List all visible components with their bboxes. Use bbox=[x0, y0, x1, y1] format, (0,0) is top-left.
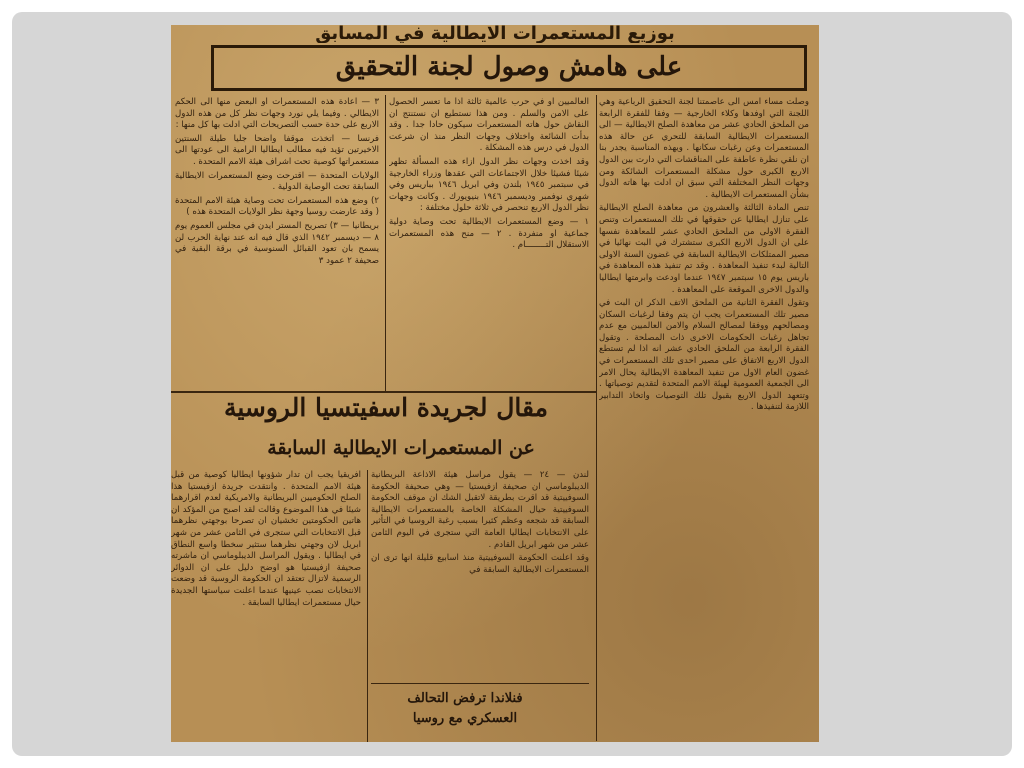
paragraph: الولايات المتحدة — اقترحت وضع المستعمرات الايطالية السابقة تحت الوصاية الدولية . bbox=[175, 170, 379, 193]
paragraph: لندن — ٢٤ — يقول مراسل هيئة الاذاعة البريطانية الديبلوماسي ان صحيفة ازفيستيا — وهي صحيفة الحكومة السوفييتية قد اقرت بطريقة لاتقبل الشك ان موقف الحكومة السوفييتية حيال المشكلة الخاصة بالمستعمرات الايطالية السابقة قد شجعه وعظم كثيرا بسبب رغبة الروسيا في التأثير على الانتخابات ايطاليا العامة التي ستجرى في اليوم الثامن عشر من شهر ابريل القادم . bbox=[371, 470, 589, 550]
newspaper-clipping bbox=[171, 25, 819, 742]
paragraph: وصلت مساء امس الى عاصمتنا لجنة التحقيق الرباعية وهي اللجنة التي اوفدها وكلاء الخارجية — وفقا للفقرة الرابعة من الملحق الحادي عشر من معاهدة الصلح الايطالية — الى المستعمرات الايطالية السابقة للتحري عن حالة هذه المستعمرات وعن رغبات سكانها . ويهذه المناسبة يجدر بنا ان نلقي نظرة عاطفة على المناقشات التي دارت بين الدول الاربع الكبرى حول مشكلة المستعمرات الشائكة ومن وجهات النظر المختلفة التي سبق ان ادلت بها هاته الدول بشأن المستعمرات الايطالية . bbox=[599, 97, 809, 200]
paragraph: العالميين او في حرب عالمية ثالثة اذا ما تعسر الحصول على الامن والسلم . ومن هذا نستطيع ان نستنتج ان النقاش حول هاته المستعمرات سيكون حادا جدا . وقد بدأت الشائعة واختلاف وجهات النظر منذ ان شرعت الدول في درس هذه المشكلة . bbox=[389, 97, 589, 154]
paragraph: ٢) وضع هذه المستعمرات تحت وصاية هيئة الامم المتحدة ( وقد عارضت روسيا وجهة نظر الولايات المتحدة هذه ) bbox=[175, 195, 379, 218]
paragraph: ١ — وضع المستعمرات الايطالية تحت وصاية دولية جماعية او منفردة . ٢ — منح هذه المستعمرات الاستقلال التــــــــام . bbox=[389, 216, 589, 251]
subhead-finland-line1: فنلاندا ترفض التحالف bbox=[407, 691, 523, 706]
column-right-top bbox=[599, 97, 809, 742]
headline-box bbox=[211, 45, 807, 91]
paragraph: بريطانيا — ٣) تصريح المستر ايدن في مجلس العموم يوم ٨ — ديسمبر ١٩٤٢ الذي قال فيه انه عند نهاية الحرب لن يسمح بان تعود القبائل السنوسية في برقة البقية في صحيفة ٢ عمود ٣ bbox=[175, 220, 379, 266]
page-top-strip: بوزيع المستعمرات الايطالية في المسابق bbox=[315, 25, 675, 43]
paragraph: افريقيا يجب ان تدار شؤونها ايطاليا كوصية من قبل هيئة الامم المتحدة . وانتقدت جريدة ازفيستيا هذا الصلح الحكوميين البريطانية والامريكية لعدم اقرارهما شيئا في هذا الموضوع وقالت لقد اصبح من المؤكد ان هاتين الحكومتين تخشيان ان تصرحا بوجهتي نظرهما قبل الانتخابات التي ستجرى في الثامن عشر من شهر ابريل لان وجهتي نظرهما ستثير سخطا واسع النطاق في ايطاليا . ويقول المراسل الديبلوماسي ان ماشرته صحيفة ازفيستيا هو اوضح دليل على ان الدوائر الرسمية لاتزال تعتقد ان الحكومة الروسية قد وضعت الانتخابات نصب عينيها عندما اعلنت سياستها الجديدة حيال مستعمرات ايطاليا السابقة . bbox=[171, 470, 361, 608]
subhead-finland-line2: العسكري مع روسيا bbox=[412, 711, 518, 726]
column-left-top bbox=[175, 97, 379, 392]
column-middle-top bbox=[389, 97, 589, 392]
column-left-bottom bbox=[171, 470, 361, 742]
paragraph: فرنسا — اتخذت موقفا واضحا جليا طيلة السنتين الاخيرتين تؤيد فيه مطالب ايطاليا الرامية الى عودتها الى مستعمراتها كوصية تحت اشراف هيئة الامم المتحدة . bbox=[175, 133, 379, 167]
headline-article2: مقال لجريدة اسفيتسيا الروسية bbox=[223, 393, 549, 422]
subhead-finland bbox=[361, 689, 569, 741]
subhead-divider bbox=[371, 683, 589, 684]
paragraph: وقد اخذت وجهات نظر الدول ازاء هذه المسألة تظهر شيئا فشيئا خلال الاجتماعات التي عقدها وزراء الخارجية في سبتمبر ١٩٤٥ بلندن وفي ابريل ١٩٤٦ بباريس وفي شهري نوفمبر وديسمبر ١٩٤٦ بنيويورك . وكانت وجهات نظر الدول الاربع تنحصر في ثلاثة حلول مختلفة : bbox=[389, 156, 589, 214]
column-divider bbox=[385, 95, 386, 391]
paragraph: وتقول الفقرة الثانية من الملحق الاتف الذكر ان البت في مصير تلك المستعمرات يجب ان يتم وفقا لرغبات السكان ومصالحهم ووفقا لمصالح السلام والامن العالميين مع عدم تجاهل رغبات الحكومات الاخرى ذات المصلحة . وتقول الفقرة الرابعة من الملحق الحادي عشر انه اذا لم تستطع الدول الاربع الاتفاق على مصير احدى تلك المستعمرات في غضون العام الاول من تنفيذ المعاهدة الايطالية يحال الامر الى الجمعية العمومية لهيئة الامم المتحدة لتقديم توصياتها . وتتعهد الدول الاربع بقبول تلك التوصيات واتخاذ التدابير اللازمة لتنفيذها . bbox=[599, 298, 809, 413]
headline-main: على هامش وصول لجنة التحقيق bbox=[335, 52, 683, 82]
paragraph: تنص المادة الثالثة والعشرون من معاهدة الصلح الايطالية على تنازل ايطاليا عن حقوقها في تلك المستعمرات وتنص الفقرة الاولى من الملحق الحادي عشر للمعاهدة نفسها على ان الدول الاربع الكبرى ستشترك في البت نهائيا في مصير الممتلكات الايطالية السابقة في غضون السنة الاولى التالية لبدء تنفيذ المعاهدة . وقد تم تنفيذ هذه المعاهدة في باريس يوم ١٥ سبتمبر ١٩٤٧ عندما اودعت وابرمتها ايطاليا والدول الاخرى الموقعة على المعاهدة . bbox=[599, 203, 809, 295]
column-middle-bottom bbox=[371, 470, 589, 678]
paragraph: وقد اعلنت الحكومة السوفييتية منذ اسابيع قليلة انها ترى ان المستعمرات الايطالية السابقة في bbox=[371, 553, 589, 575]
paragraph: ٣ — اعادة هذه المستعمرات او البعض منها الى الحكم الايطالي . وفيما يلي نورد وجهات نظر كل من هذه الدول الاربع على حدة حسب التصريحات التي ادلت بها كل منها : bbox=[175, 97, 379, 131]
headline-article2-sub: عن المستعمرات الايطالية السابقة bbox=[267, 437, 535, 459]
